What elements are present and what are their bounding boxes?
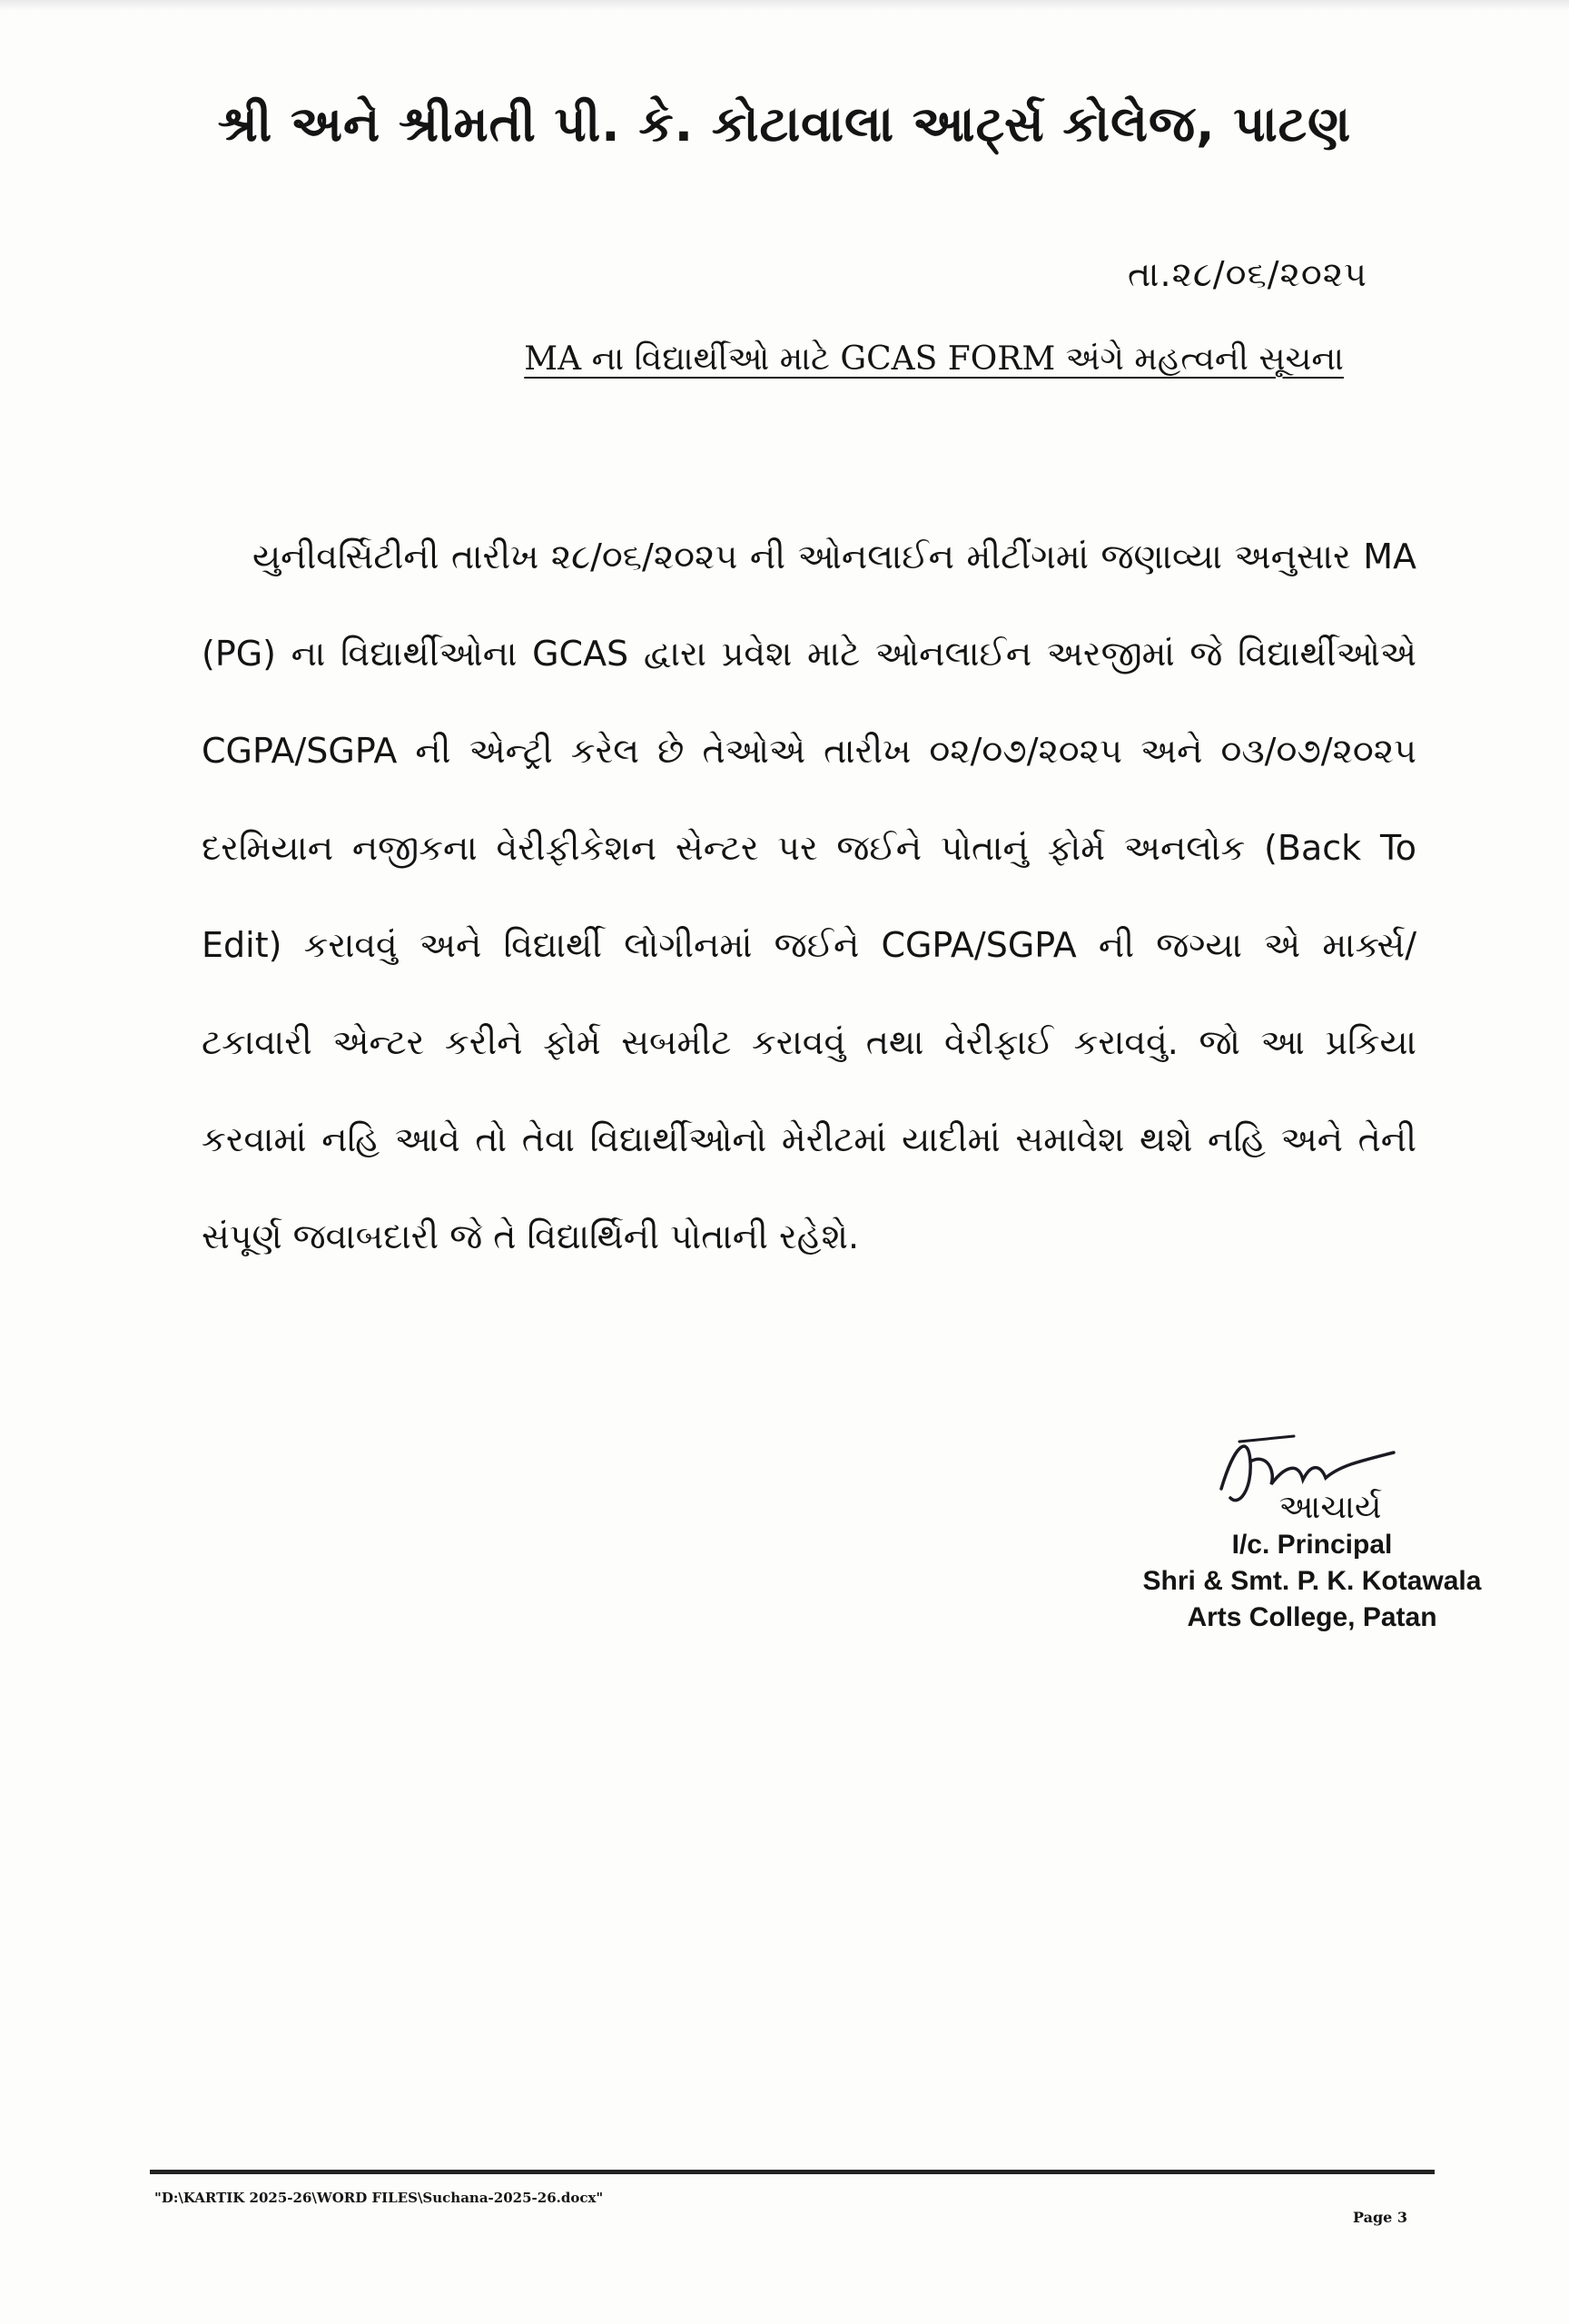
signature-block: [1112, 1425, 1512, 1636]
footer-file-path: "D:\KARTIK 2025-26\WORD FILES\Suchana-2025-26.docx": [154, 2190, 604, 2206]
signature-college-line-2: Arts College, Patan: [1187, 1602, 1437, 1632]
footer-divider: [150, 2170, 1435, 2174]
notice-subject: MA ના વિદ્યાર્થીઓ માટે GCAS FORM અંગે મહત્વની સૂચના: [524, 340, 1344, 378]
footer-page-number: Page 3: [1353, 2209, 1408, 2226]
notice-body: યુનીવર્સિટીની તારીખ ૨૮/૦૬/૨૦૨૫ ની ઓનલાઈન મીટીંગમાં જણાવ્યા અનુસાર MA (PG) ના વિદ્યાર્થીઓના GCAS દ્વારા પ્રવેશ માટે ઓનલાઈન અરજીમાં જે વિદ્યાર્થીઓએ CGPA/SGPA ની એન્ટ્રી કરેલ છે તેઓએ તારીખ ૦૨/૦૭/૨૦૨૫ અને ૦૩/૦૭/૨૦૨૫ દરમિયાન નજીકના વેરીફીકેશન સેન્ટર પર જઈને પોતાનું ફોર્મ અનલોક (Back To Edit) કરાવવું અને વિદ્યાર્થી લોગીનમાં જઈને CGPA/SGPA ની જગ્યા એ માર્ક્સ/ટકાવારી એન્ટર કરીને ફોર્મ સબમીટ કરાવવું તથા વેરીફાઈ કરાવવું. જો આ પ્રકિયા કરવામાં નહિ આવે તો તેવા વિદ્યાર્થીઓનો મેરીટમાં યાદીમાં સમાવેશ થશે નહિ અને તેની સંપૂર્ણ જવાબદારી જે તે વિદ્યાર્થિની પોતાની રહેશે.: [202, 537, 1416, 1256]
signature-title-english: I/c. Principal: [1231, 1530, 1393, 1560]
notice-date: તા.૨૮/૦૬/૨૦૨૫: [1127, 254, 1367, 294]
signature-title-gujarati: આચાર્ય: [1278, 1489, 1382, 1526]
college-title: શ્રી અને શ્રીમતી પી. કે. કોટાવાલા આર્ટ્સ કોલેજ, પાટણ: [217, 95, 1352, 153]
signature-college-line-1: Shri & Smt. P. K. Kotawala: [1142, 1566, 1482, 1596]
scan-edge-shadow: [0, 0, 1569, 11]
